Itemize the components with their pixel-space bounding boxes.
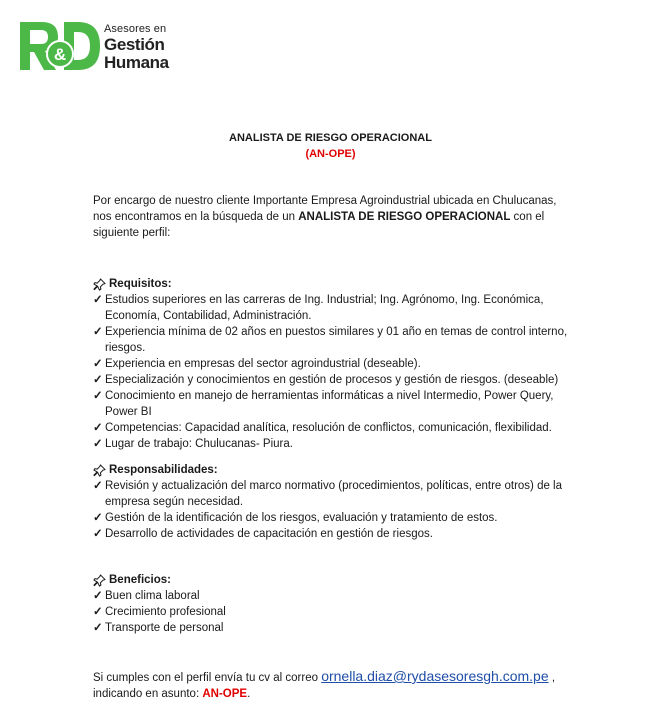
requisitos-heading-text: Requisitos:: [109, 278, 172, 290]
check-icon: ✓: [93, 606, 103, 618]
contact-paragraph: [93, 668, 573, 702]
list-item-text: Competencias: Capacidad analítica, resolución de conflictos, comunicación, flexibilidad.: [105, 422, 552, 434]
requisitos-heading: [93, 276, 573, 292]
check-icon: ✓: [93, 512, 103, 524]
contact-text-end: .: [247, 688, 251, 700]
contact-text-3: indicando en asunto:: [93, 688, 203, 700]
check-icon: ✓: [93, 590, 103, 602]
contact-text-1: Si cumples con el perfil envía tu cv al correo: [93, 672, 322, 684]
logo-line-3: Humana: [104, 53, 169, 72]
logo-line-2: Gestión: [104, 35, 165, 54]
list-item: [93, 478, 573, 510]
subject-code: AN-OPE: [202, 688, 248, 700]
intro-text-1: Por encargo de nuestro cliente Importante Empresa Agroindustrial ubicada en Chulucanas, nos encontramos en la búsqueda de un: [93, 195, 557, 223]
list-item-text: Conocimiento en manejo de herramientas informáticas a nivel Intermedio, Power Query, Power BI: [105, 390, 554, 418]
job-code: (AN-OPE): [305, 148, 356, 160]
intro-bold-title: ANALISTA DE RIESGO OPERACIONAL: [298, 211, 511, 223]
list-item: [93, 588, 573, 604]
job-title: ANALISTA DE RIESGO OPERACIONAL: [229, 132, 432, 144]
requisitos-section: [93, 276, 573, 452]
list-item: [93, 292, 573, 324]
list-item-text: Revisión y actualización del marco normativo (procedimientos, políticas, entre otros) de la empresa según necesidad.: [105, 480, 563, 508]
check-icon: ✓: [93, 528, 103, 540]
responsabilidades-heading: [93, 462, 573, 478]
check-icon: ✓: [93, 326, 103, 338]
check-icon: ✓: [93, 622, 103, 634]
list-item: [93, 372, 573, 388]
intro-text-2: con el siguiente perfil:: [93, 211, 545, 239]
check-icon: ✓: [93, 294, 103, 306]
company-logo: [18, 18, 188, 78]
pushpin-icon: [93, 574, 106, 587]
pushpin-icon: [93, 278, 106, 291]
svg-text:&: &: [53, 45, 67, 64]
list-item-text: Transporte de personal: [105, 622, 224, 634]
contact-line-1: [93, 668, 573, 686]
email-link[interactable]: ornella.diaz@rydasesoresgh.com.pe: [321, 668, 549, 684]
list-item-text: Estudios superiores en las carreras de Ing. Industrial; Ing. Agrónomo, Ing. Económica, Economía, Contabilidad, Administración.: [105, 294, 544, 322]
list-item: [93, 526, 573, 542]
list-item: [93, 420, 573, 436]
logo-wordmark: [104, 24, 169, 71]
list-item-text: Desarrollo de actividades de capacitación en gestión de riesgos.: [105, 528, 433, 540]
list-item: [93, 620, 573, 636]
check-icon: ✓: [93, 422, 103, 434]
responsabilidades-section: [93, 462, 573, 542]
responsabilidades-heading-text: Responsabilidades:: [109, 464, 218, 476]
check-icon: ✓: [93, 374, 103, 386]
contact-text-2: ,: [548, 672, 556, 684]
intro-paragraph: [93, 193, 573, 241]
list-item: [93, 436, 573, 452]
beneficios-heading-text: Beneficios:: [109, 574, 171, 586]
check-icon: ✓: [93, 390, 103, 402]
rd-logo-mark-icon: [18, 18, 102, 74]
beneficios-heading: [93, 572, 573, 588]
logo-line-1: Asesores en: [104, 23, 167, 35]
check-icon: ✓: [93, 480, 103, 492]
list-item: [93, 510, 573, 526]
beneficios-section: [93, 572, 573, 636]
list-item: [93, 356, 573, 372]
pushpin-icon: [93, 464, 106, 477]
check-icon: ✓: [93, 438, 103, 450]
check-icon: ✓: [93, 358, 103, 370]
list-item-text: Lugar de trabajo: Chulucanas- Piura.: [105, 438, 293, 450]
list-item-text: Especialización y conocimientos en gestión de procesos y gestión de riesgos. (deseable): [105, 374, 559, 386]
list-item-text: Crecimiento profesional: [105, 606, 226, 618]
list-item: [93, 604, 573, 620]
list-item-text: Gestión de la identificación de los riesgos, evaluación y tratamiento de estos.: [105, 512, 498, 524]
contact-line-2: [93, 686, 573, 702]
job-title-block: [0, 130, 661, 162]
list-item: [93, 388, 573, 420]
list-item-text: Experiencia en empresas del sector agroindustrial (deseable).: [105, 358, 421, 370]
list-item: [93, 324, 573, 356]
list-item-text: Experiencia mínima de 02 años en puestos similares y 01 año en temas de control interno, riesgos.: [105, 326, 568, 354]
list-item-text: Buen clima laboral: [105, 590, 200, 602]
